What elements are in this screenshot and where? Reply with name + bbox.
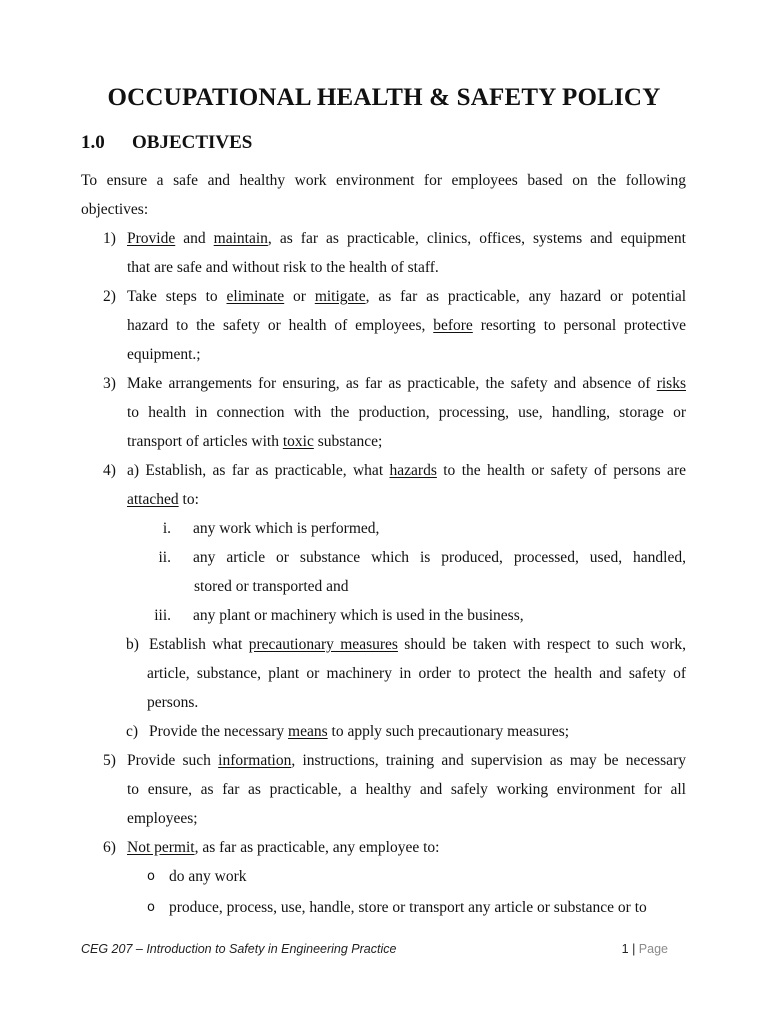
roman-item-ii-cont: stored or transported and (194, 578, 349, 595)
underlined-term: maintain (213, 230, 268, 247)
text-run: , instructions, training and supervision as may be necessary (291, 752, 686, 769)
sub-item-letter: b) (126, 636, 139, 653)
list-item-3-cont: to health in connection with the production, processing, use, handling, storage or (127, 404, 686, 421)
text-run: transport of articles with (127, 433, 283, 450)
footer-course-title: CEG 207 – Introduction to Safety in Engineering Practice (81, 942, 397, 956)
page-footer (81, 942, 668, 956)
item-number: 5) (103, 752, 116, 769)
list-item-2-cont (81, 311, 686, 340)
text-run: substance; (313, 433, 383, 450)
text-run: Provide such (127, 752, 219, 769)
underlined-term: Provide (127, 230, 176, 247)
item-number: 3) (103, 375, 116, 392)
bullet-item-2 (81, 893, 686, 922)
section-heading (81, 132, 252, 154)
roman-text: any article or substance which is produced, processed, used, handled, (193, 549, 686, 566)
text-run: , as far as practicable, any hazard or potential (365, 288, 686, 305)
list-item-4 (81, 456, 686, 485)
text-run: Make arrangements for ensuring, as far as practicable, the safety and absence of (127, 375, 657, 392)
list-item-1 (81, 224, 686, 253)
item-number: 1) (103, 230, 116, 247)
roman-numeral: ii. (158, 549, 171, 566)
text-run: and (175, 230, 214, 247)
item-text (127, 224, 686, 253)
text-run: or (284, 288, 315, 305)
document-title: OCCUPATIONAL HEALTH & SAFETY POLICY (107, 84, 661, 111)
list-item-3-cont (81, 427, 686, 456)
text-run: to: (178, 491, 199, 508)
section-number: 1.0 (81, 132, 105, 153)
underlined-term: risks (656, 375, 686, 392)
page-separator: | (628, 942, 639, 956)
text-run: , as far as practicable, clinics, offices, systems and equipment (267, 230, 686, 247)
bullet-item-1 (81, 862, 686, 891)
roman-item-ii (81, 543, 686, 572)
sub-item-text (149, 717, 686, 746)
intro-line-2: objectives: (81, 201, 149, 218)
list-item-5-cont: employees; (127, 810, 198, 827)
page-number: 1 (621, 942, 629, 956)
text-run: Establish what (149, 636, 249, 653)
roman-item-i (81, 514, 686, 543)
list-item-1-cont: that are safe and without risk to the health of staff. (127, 259, 439, 276)
underlined-term: means (288, 723, 328, 740)
list-item-6 (81, 833, 686, 862)
text-run: , as far as practicable, any employee to: (194, 839, 440, 856)
list-item-5-cont: to ensure, as far as practicable, a healthy and safely working environment for all (127, 781, 686, 798)
bullet-text: produce, process, use, handle, store or transport any article or substance or to (169, 899, 647, 916)
sub-item-b-cont: persons. (147, 694, 199, 711)
bullet-text: do any work (169, 868, 247, 885)
intro-line-1: To ensure a safe and healthy work environment for employees based on the following (81, 172, 686, 189)
item-text (127, 369, 686, 398)
item-number: 4) (103, 462, 116, 479)
text-run: to the health or safety of persons are (436, 462, 686, 479)
roman-item-iii (81, 601, 686, 630)
item-text (127, 456, 686, 485)
roman-text: any plant or machinery which is used in the business, (193, 607, 524, 624)
sub-item-c (81, 717, 686, 746)
text-run: resorting to personal protective (472, 317, 686, 334)
list-item-5 (81, 746, 686, 775)
text-run: a) Establish, as far as practicable, what (127, 462, 390, 479)
sub-item-text (149, 630, 686, 659)
circle-bullet-icon: o (147, 869, 155, 884)
roman-numeral: i. (162, 520, 171, 537)
sub-item-b (81, 630, 686, 659)
underlined-term: mitigate (314, 288, 366, 305)
text-run: to apply such precautionary measures; (327, 723, 570, 740)
item-number: 6) (103, 839, 116, 856)
underlined-term: eliminate (226, 288, 285, 305)
underlined-term: before (433, 317, 473, 334)
underlined-term: Not permit (127, 839, 195, 856)
underlined-term: hazards (389, 462, 437, 479)
item-text (127, 746, 686, 775)
roman-text: any work which is performed, (193, 520, 380, 537)
item-text (127, 833, 686, 862)
list-item-2 (81, 282, 686, 311)
page-number-block (622, 942, 668, 956)
list-item-4-cont (81, 485, 686, 514)
text-run: hazard to the safety or health of employees, (127, 317, 434, 334)
sub-item-b-cont: article, substance, plant or machinery in order to protect the health and safety of (147, 665, 686, 682)
section-title: OBJECTIVES (132, 132, 253, 153)
underlined-term: toxic (282, 433, 314, 450)
item-text (127, 282, 686, 311)
sub-item-letter: c) (126, 723, 139, 740)
item-number: 2) (103, 288, 116, 305)
document-body (81, 166, 686, 922)
text-run: should be taken with respect to such work, (397, 636, 686, 653)
page-label: Page (638, 942, 668, 956)
list-item-2-cont: equipment.; (127, 346, 201, 363)
underlined-term: information (218, 752, 292, 769)
list-item-3 (81, 369, 686, 398)
underlined-term: attached (127, 491, 179, 508)
circle-bullet-icon: o (147, 900, 155, 915)
text-run: Provide the necessary (149, 723, 289, 740)
roman-numeral: iii. (154, 607, 171, 624)
text-run: Take steps to (127, 288, 227, 305)
underlined-term: precautionary measures (248, 636, 398, 653)
